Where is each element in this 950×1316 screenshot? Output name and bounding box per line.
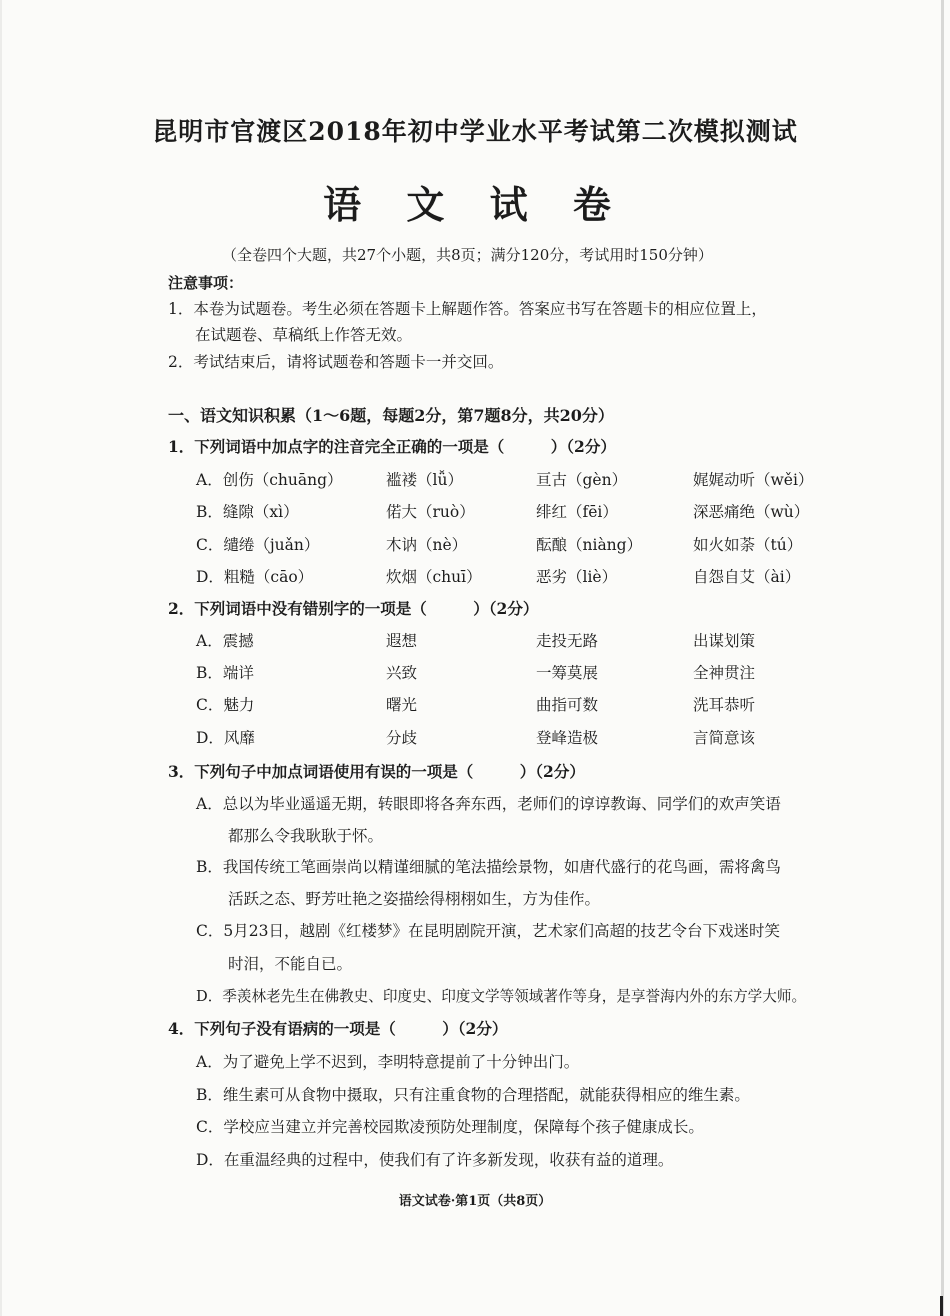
option-cell: 绯红（fēi） xyxy=(536,503,618,521)
option-line: D．季羡林老先生在佛教史、印度史、印度文学等领域著作等身，是享誉海内外的东方学大师。 xyxy=(196,988,807,1005)
option-cell: 出谋划策 xyxy=(693,632,756,650)
question-4-stem: 4．下列句子没有语病的一项是（ ）（2分） xyxy=(168,1019,508,1038)
exam-subtitle: 语 文 试 卷 xyxy=(323,182,627,227)
option-cell: 全神贯注 xyxy=(693,664,756,682)
option-cell: 曲指可数 xyxy=(536,696,599,714)
question-2-stem: 2．下列词语中没有错别字的一项是（ ）（2分） xyxy=(168,599,539,618)
option-cell: A．震撼 xyxy=(196,632,254,650)
option-cell: 恶劣（liè） xyxy=(536,568,618,586)
option-cell: D．粗糙（cāo） xyxy=(196,568,314,586)
option-line: A．总以为毕业遥遥无期，转眼即将各奔东西，老师们的谆谆教诲、同学们的欢声笑语 xyxy=(196,795,781,813)
option-line: 活跃之态、野芳吐艳之姿描绘得栩栩如生，方为佳作。 xyxy=(228,890,601,908)
option-cell: 自怨自艾（ài） xyxy=(693,568,801,586)
page-footer: 语文试卷·第1页（共8页） xyxy=(398,1194,552,1209)
option-cell: 如火如荼（tú） xyxy=(693,536,803,554)
option-cell: 偌大（ruò） xyxy=(386,503,475,521)
option-cell: A．创伤（chuāng） xyxy=(196,471,343,489)
option-cell: 酝酿（niàng） xyxy=(536,536,643,554)
option-cell: 洗耳恭听 xyxy=(693,696,756,714)
option-cell: 曙光 xyxy=(386,696,418,714)
option-line: B．我国传统工笔画崇尚以精谨细腻的笔法描绘景物，如唐代盛行的花鸟画，需将禽鸟 xyxy=(196,858,781,876)
option-cell: B．缝隙（xì） xyxy=(196,503,299,521)
option-row xyxy=(196,661,896,683)
option-cell: C．魅力 xyxy=(196,696,255,714)
option-cell: 褴褛（lǚ） xyxy=(386,471,463,489)
option-cell: 一筹莫展 xyxy=(536,664,599,682)
section-heading: 一、语文知识积累（1～6题，每题2分，第7题8分，共20分） xyxy=(168,406,614,425)
note-item: 2．考试结束后，请将试题卷和答题卡一并交回。 xyxy=(168,353,504,371)
option-cell: 娓娓动听（wěi） xyxy=(693,471,814,489)
option-line: C．学校应当建立并完善校园欺凌预防处理制度，保障每个孩子健康成长。 xyxy=(196,1118,704,1136)
option-cell: 亘古（gèn） xyxy=(536,471,628,489)
option-row xyxy=(196,726,896,748)
option-cell: 登峰造极 xyxy=(536,729,599,747)
option-row xyxy=(196,533,896,555)
question-3-stem: 3．下列句子中加点词语使用有误的一项是（ ）（2分） xyxy=(168,762,585,781)
option-row xyxy=(196,693,896,715)
option-cell: 走投无路 xyxy=(536,632,599,650)
option-cell: B．端详 xyxy=(196,664,254,682)
option-cell: D．风靡 xyxy=(196,729,255,747)
option-line: 时泪，不能自已。 xyxy=(228,955,353,973)
option-line: A．为了避免上学不迟到，李明特意提前了十分钟出门。 xyxy=(196,1053,580,1071)
option-row xyxy=(196,629,896,651)
option-cell: C．缱绻（juǎn） xyxy=(196,536,320,554)
exam-title: 昆明市官渡区2018年初中学业水平考试第二次模拟测试 xyxy=(152,117,798,146)
option-cell: 遐想 xyxy=(386,632,418,650)
option-row xyxy=(196,500,896,522)
exam-info: （全卷四个大题，共27个小题，共8页；满分120分，考试用时150分钟） xyxy=(222,246,713,264)
option-cell: 兴致 xyxy=(386,664,418,682)
note-item: 1．本卷为试题卷。考生必须在答题卡上解题作答。答案应书写在答题卡的相应位置上， xyxy=(168,300,767,318)
option-line: 都那么令我耿耿于怀。 xyxy=(228,827,384,845)
option-cell: 炊烟（chuī） xyxy=(386,568,482,586)
option-row xyxy=(196,468,896,490)
option-cell: 言简意该 xyxy=(693,729,756,747)
option-line: C．5月23日，越剧《红楼梦》在昆明剧院开演，艺术家们高超的技艺令台下戏迷时笑 xyxy=(196,922,780,940)
option-line: B．维生素可从食物中摄取，只有注重食物的合理搭配，就能获得相应的维生素。 xyxy=(196,1086,750,1104)
scan-mark xyxy=(940,1296,943,1316)
note-item: 在试题卷、草稿纸上作答无效。 xyxy=(195,326,413,344)
question-1-stem: 1．下列词语中加点字的注音完全正确的一项是（ ）（2分） xyxy=(168,437,616,456)
option-line: D．在重温经典的过程中，使我们有了许多新发现，收获有益的道理。 xyxy=(196,1151,674,1169)
option-cell: 分歧 xyxy=(386,729,418,747)
option-cell: 深恶痛绝（wù） xyxy=(693,503,810,521)
option-row xyxy=(196,565,896,587)
notes-heading: 注意事项： xyxy=(168,274,244,292)
option-cell: 木讷（nè） xyxy=(386,536,468,554)
